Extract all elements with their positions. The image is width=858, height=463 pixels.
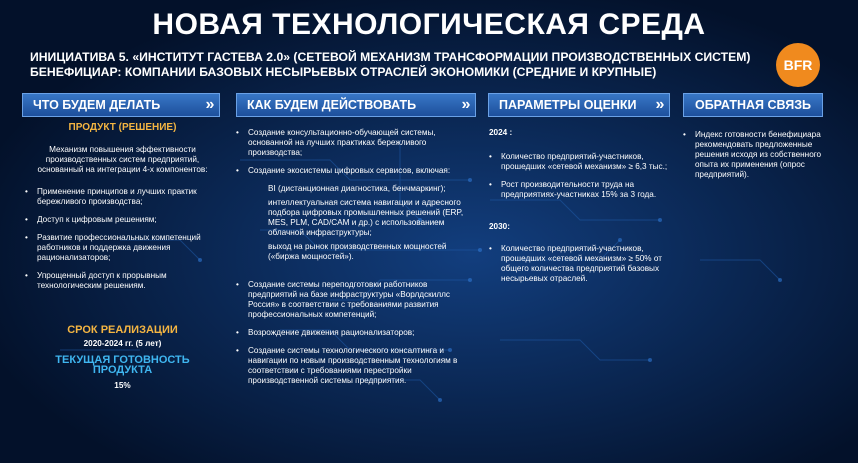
column-header-label: ОБРАТНАЯ СВЯЗЬ (694, 98, 812, 112)
list-item: • Упрощенный доступ к прорывным технологическим решениям. (25, 271, 220, 291)
bfr-logo-badge: BFR (776, 43, 820, 87)
initiative-line: ИНИЦИАТИВА 5. «ИНСТИТУТ ГАСТЕВА 2.0» (СЕТЕВОЙ МЕХАНИЗМ ТРАНСФОРМАЦИИ ПРОИЗВОДСТВЕННЫХ СИСТЕМ) (30, 50, 751, 64)
list-item: • Доступ к цифровым решениям; (25, 215, 220, 225)
column-header-params (488, 93, 670, 117)
column-feedback (683, 130, 823, 180)
readiness-heading: ТЕКУЩАЯ ГОТОВНОСТЬ ПРОДУКТА (55, 354, 190, 376)
list-item: • Создание консультационно-обучающей системы, основанной на лучших практиках бережливого производства; (236, 128, 476, 158)
product-heading: ПРОДУКТ (РЕШЕНИЕ) (68, 122, 177, 133)
list-item: • Создание экосистемы цифровых сервисов, включая: (236, 166, 476, 176)
column-header-label: ПАРАМЕТРЫ ОЦЕНКИ (499, 98, 637, 112)
year-2024-label: 2024 : (489, 128, 513, 137)
list-item: • Развитие профессиональных компетенций работников и поддержка движения рационализаторов; (25, 233, 220, 263)
list-item: • Количество предприятий-участников, прошедших «сетевой механизм» ≥ 6,3 тыс.; (489, 152, 669, 172)
sub-item: интеллектуальная система навигации и адресного подбора цифровых промышленных решений (ERP, MES, PLM, CAD/CAM и др.) с использованием облачной инфраструктуры; (268, 198, 464, 237)
sub-item: выход на рынок производственных мощностей («биржа мощностей»). (268, 242, 447, 261)
list-item: • Рост производительности труда на предприятиях-участниках 15% за 3 года. (489, 180, 669, 200)
list-item: • Применение принципов и лучших практик бережливого производства; (25, 187, 220, 207)
feedback-list (683, 130, 823, 180)
column-header-label: КАК БУДЕМ ДЕЙСТВОВАТЬ (247, 98, 417, 112)
list-item: • Создание системы технологического консалтинга и навигации по новым производственным технологиям в соответствии с требованиями перестройки производственной системы предприятия. (236, 346, 476, 386)
sub-item: BI (дистанционная диагностика, бенчмаркинг); (268, 184, 446, 193)
year-2030-label: 2030: (489, 222, 510, 231)
list-item: • Количество предприятий-участников, прошедших «сетевой механизм» ≥ 50% от общего количества предприятий базовых несырьевых отраслей. (489, 244, 669, 284)
actions-list-continued (236, 280, 476, 386)
double-chevron-right-icon: » (655, 96, 661, 113)
term-heading: СРОК РЕАЛИЗАЦИИ (67, 324, 178, 336)
column-how (236, 128, 476, 386)
params-2024-list (489, 152, 669, 200)
initiative-subtitle (30, 50, 790, 80)
readiness-value: 15% (114, 381, 131, 390)
column-header-how (236, 93, 476, 117)
components-list (25, 187, 220, 291)
params-2030-list (489, 244, 669, 284)
term-value: 2020-2024 гг. (5 лет) (83, 339, 162, 348)
column-header-what (22, 93, 220, 117)
page-title: НОВАЯ ТЕХНОЛОГИЧЕСКАЯ СРЕДА (152, 8, 706, 41)
list-item: • Индекс готовности бенефициара рекомендовать предложенные решения исходя из собственного опыта их применения (опрос предприятий). (683, 130, 823, 180)
double-chevron-right-icon: » (205, 96, 211, 113)
column-params (489, 128, 669, 284)
beneficiary-line: БЕНЕФИЦИАР: КОМПАНИИ БАЗОВЫХ НЕСЫРЬЕВЫХ ОТРАСЛЕЙ ЭКОНОМИКИ (СРЕДНИЕ И КРУПНЫЕ) (30, 65, 657, 79)
double-chevron-right-icon: » (461, 96, 467, 113)
list-item: • Возрождение движения рационализаторов; (236, 328, 476, 338)
column-header-label: ЧТО БУДЕМ ДЕЛАТЬ (33, 98, 161, 112)
actions-list (236, 128, 476, 176)
column-what (25, 123, 220, 391)
product-description: Механизм повышения эффективности производственных систем предприятий, основанный на интеграции 4-х компонентов: (37, 145, 208, 174)
list-item: • Создание системы переподготовки работников предприятий на базе инфраструктуры «Ворлдскиллс Россия» в соответствии с требованиями развития профессиональных компетенций; (236, 280, 476, 320)
column-header-feedback (683, 93, 823, 117)
